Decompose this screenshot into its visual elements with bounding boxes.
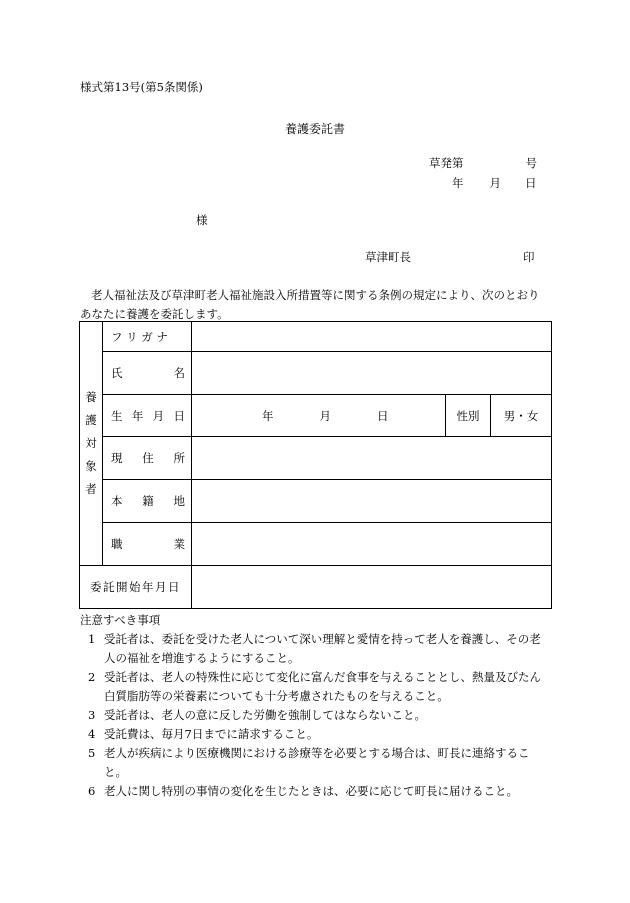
intro-paragraph: 老人福祉法及び草津町老人福祉施設入所措置等に関する条例の規定により、次のとおりあなたに養護を委託します。 [80, 288, 540, 321]
issuer-line [365, 249, 535, 265]
label-start-date: 委託開始年月日 [80, 566, 192, 609]
note-item: 6 老人に関し特別の事情の変化を生じたときは、必要に応じて町長に届けること。 [88, 784, 518, 798]
field-name[interactable] [192, 352, 552, 395]
note-item: 4 受託費は、毎月7日までに請求すること。 [88, 727, 319, 741]
notes-list [80, 630, 552, 801]
date-year: 年 [452, 176, 464, 190]
issuer-name: 草津町長 [365, 250, 411, 264]
addressee: 様 [196, 213, 208, 227]
field-sex[interactable]: 男・女 [491, 395, 552, 437]
note-item: 2 受託者は、老人の特殊性に応じて変化に富んだ食事を与えることとし、熱量及びたん白質脂肪等の栄養素についても十分考慮されたものを与えること。 [88, 670, 541, 703]
care-target-table [79, 321, 552, 609]
doc-no-prefix: 草発第 [429, 156, 464, 170]
issue-date [452, 175, 537, 191]
label-name: 氏 名 [103, 352, 192, 395]
notes-heading: 注意すべき事項 [80, 613, 161, 627]
date-month: 月 [489, 176, 501, 190]
field-start-date[interactable] [192, 566, 552, 609]
label-furigana: フ リ ガ ナ [103, 322, 192, 352]
field-dob[interactable]: 年 月 日 [192, 395, 446, 437]
label-sex: 性別 [446, 395, 491, 437]
label-domicile: 本 籍 地 [103, 480, 192, 523]
label-dob: 生 年 月 日 [103, 395, 192, 437]
note-item: 3 受託者は、老人の意に反した労働を強制してはならないこと。 [88, 708, 426, 722]
field-furigana[interactable] [192, 322, 552, 352]
note-item: 5 老人が疾病により医療機関における診療等を必要とする場合は、町長に連絡すること。 [88, 746, 530, 779]
field-address[interactable] [192, 437, 552, 480]
field-domicile[interactable] [192, 480, 552, 523]
label-occupation: 職 業 [103, 523, 192, 566]
form-number: 様式第13号(第5条関係) [80, 80, 203, 94]
field-occupation[interactable] [192, 523, 552, 566]
seal-mark: 印 [523, 250, 535, 264]
document-title: 養護委託書 [284, 122, 345, 136]
date-day: 日 [525, 176, 537, 190]
document-number [429, 155, 537, 171]
doc-no-suffix: 号 [525, 156, 537, 170]
group-label-care-target: 養 護 対 象 者 [80, 322, 103, 566]
label-address: 現 住 所 [103, 437, 192, 480]
note-item: 1 受託者は、委託を受けた老人について深い理解と愛情を持って老人を養護し、その老人の福祉を増進するようにすること。 [88, 632, 541, 665]
